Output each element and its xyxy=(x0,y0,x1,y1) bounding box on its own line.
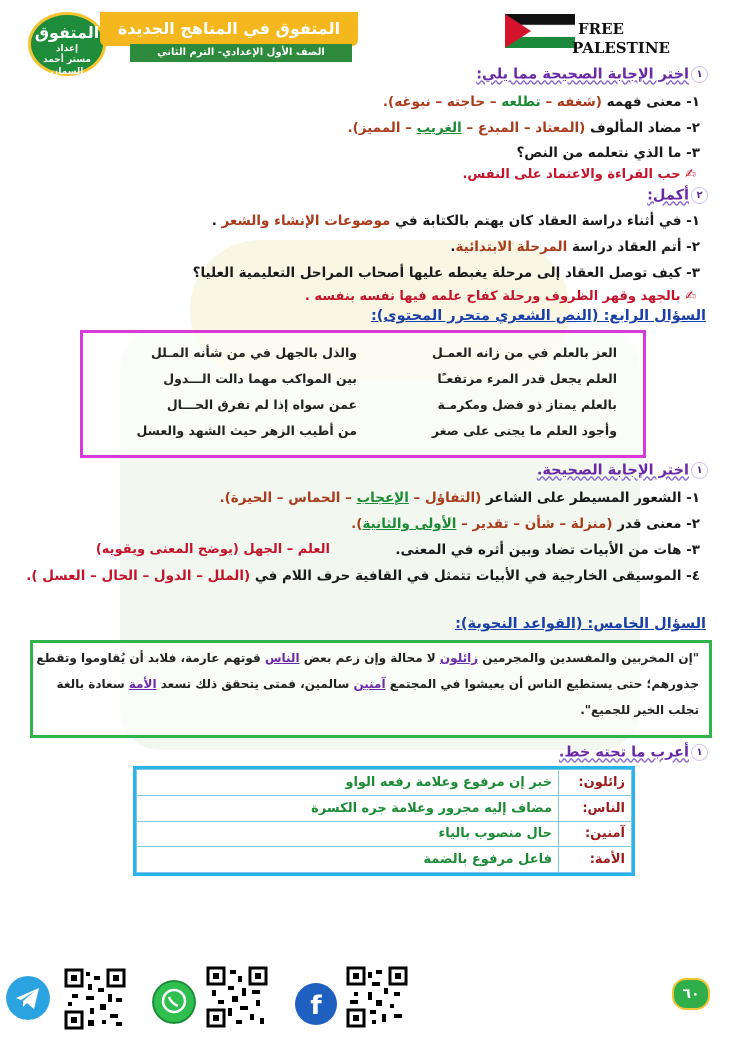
q5-title: السؤال الخامس: (القواعد النحوية): xyxy=(455,616,706,632)
q4-l1-opt-b: الإعجاب xyxy=(356,490,409,506)
q4-l2-sep-2: – xyxy=(508,516,525,532)
q5-sub-heading xyxy=(559,744,708,761)
q1-line-3: ٣- ما الذي نتعلمه من النص؟ xyxy=(516,145,700,161)
q1-l2-opt-c: الغريب xyxy=(416,120,462,136)
logo-title: المتفوق xyxy=(34,23,100,42)
q4-l4-answer: (الملل – الدول – الحال – العسل ). xyxy=(26,568,251,584)
free-line-1: FREE xyxy=(578,20,624,38)
q4-l2-opt-d: الأولى والثانية xyxy=(362,516,457,532)
q1-l2-opt-a: المعتاد xyxy=(535,120,580,136)
q4-title: السؤال الرابع: (النص الشعري متحرر المحتوى): xyxy=(370,308,706,324)
q4-l1-opt-d: الحيرة xyxy=(230,490,273,506)
q1-l1-sep-3: – xyxy=(430,94,447,110)
table-cell-parse: حال منصوب بالياء xyxy=(137,821,559,847)
p2-text-a: جذورهم؛ حتى يستطيع الناس أن يعيشوا في المجتمع xyxy=(385,677,699,691)
q5-heading xyxy=(455,616,706,632)
q5-sub-number: ١ xyxy=(691,744,708,761)
q4-l2-opt-b: شأن xyxy=(524,516,555,532)
q4-l1-sep-3: – xyxy=(272,490,289,506)
svg-text:f: f xyxy=(310,991,322,1021)
q4-l2-sep-3: – xyxy=(456,516,473,532)
p1-text-b: لا محالة وإن زعم بعض xyxy=(299,651,440,665)
poem-box xyxy=(80,330,646,458)
table-row xyxy=(137,795,632,821)
q4-sub-heading xyxy=(537,462,708,479)
q2-line-2 xyxy=(450,239,700,255)
brand-logo xyxy=(28,12,106,76)
paragraph-line-1 xyxy=(36,651,699,665)
qr-code-facebook[interactable] xyxy=(346,966,408,1028)
header-subbanner: الصف الأول الإعدادي- الترم الثاني xyxy=(130,44,352,62)
p2-text-c: سعادة بالغة xyxy=(56,677,129,691)
q4-l2-opt-c: تقدير xyxy=(472,516,509,532)
q4-l4-text: ٤- الموسيقى الخارجية في الأبيات تتمثل في القافية حرف اللام في xyxy=(254,568,700,584)
q4-line-3-answer: العلم – الجهل (يوضح المعنى ويقويه) xyxy=(95,542,330,557)
verse-1-right: العز بالعلم في من زانه العمـل xyxy=(431,345,617,360)
q1-line-3-answer xyxy=(462,167,696,182)
q1-l1-paren-close: ). xyxy=(382,94,395,110)
logo-subtitle-2: مستر أحمد السمان xyxy=(43,55,91,78)
table-row xyxy=(137,821,632,847)
q5-sub-title: أعرب ما تحته خط. xyxy=(558,744,689,761)
q1-l2-sep-1: – xyxy=(519,120,536,136)
q2-title: أكمل: xyxy=(647,187,689,204)
q1-l1-opt-b: تطلعه xyxy=(501,94,541,110)
pencil-icon: ✍ xyxy=(680,289,696,304)
p1-underlined-1: زائلون xyxy=(439,651,479,665)
q1-l1-opt-a: شغفه xyxy=(556,94,596,110)
q2-l2-end: . xyxy=(450,239,456,255)
verse-3-left: عمن سواه إذا لم تفرق الحـــال xyxy=(166,397,357,412)
q1-l2-opt-d: المميز xyxy=(358,120,401,136)
q1-l1-opt-d: نبوغه xyxy=(394,94,431,110)
q1-l2-paren-open: ( xyxy=(579,120,586,136)
q1-l3-answer-text: حب القراءة والاعتماد على النفس. xyxy=(462,167,681,182)
q4-l2-paren-close: ). xyxy=(351,516,363,532)
q4-l1-paren-open: ( xyxy=(475,490,482,506)
q2-l1-text: ١- في أثناء دراسة العقاد كان يهتم بالكتابة في xyxy=(395,213,700,229)
q2-number: ٢ xyxy=(691,187,708,204)
telegram-icon[interactable] xyxy=(6,976,50,1020)
table-cell-word: الناس: xyxy=(559,795,632,821)
parsing-table xyxy=(133,766,635,876)
qr-code-telegram[interactable] xyxy=(64,968,126,1030)
logo-subtitle-1: إعداد xyxy=(55,43,79,54)
q2-l1-end: . xyxy=(211,213,222,229)
q4-l2-prefix: ٢- معنى قدر xyxy=(617,516,700,532)
q1-l1-prefix: ١- معنى فهمه xyxy=(606,94,700,110)
q2-line-3-answer xyxy=(305,289,696,304)
q1-l1-opt-c: حاجته xyxy=(446,94,486,110)
table-cell-word: آمنين: xyxy=(559,821,632,847)
q4-line-3: ٣- هات من الأبيات تضاد وبين أثره في المعنى. xyxy=(395,542,700,558)
q2-l3-answer-text: بالجهد وقهر الظروف ورحلة كفاح علمه فيها نفسه بنفسه . xyxy=(304,289,681,304)
q2-heading xyxy=(647,187,708,204)
free-palestine-text xyxy=(572,20,670,58)
q2-l1-answer: موضوعات الإنشاء والشعر xyxy=(221,213,391,229)
q4-sub-title: اختر الإجابة الصحيحة. xyxy=(536,462,689,479)
p1-text-a: "إن المخربين والمفسدين والمجرمين xyxy=(478,651,699,665)
p2-underlined-1: آمنين xyxy=(353,677,386,691)
q2-line-3: ٣- كيف توصل العقاد إلى مرحلة يغبطه عليها أصحاب المراحل التعليمية العليا؟ xyxy=(192,265,700,281)
q4-line-2 xyxy=(351,516,700,532)
p1-text-c: قوتهم عارمة، فلابد أن يُقاوموا وتقطع xyxy=(36,651,265,665)
qr-code-whatsapp[interactable] xyxy=(206,966,268,1028)
header-banner: المتفوق في المناهج الجديدة xyxy=(100,12,358,46)
q1-l1-sep-2: – xyxy=(485,94,502,110)
free-line-2: PALESTINE xyxy=(572,39,670,57)
table-cell-parse: فاعل مرفوع بالضمة xyxy=(137,847,559,873)
q1-l2-prefix: ٢- مضاد المألوف xyxy=(590,120,700,136)
q1-l1-paren-open: ( xyxy=(595,94,602,110)
q2-line-1 xyxy=(212,213,700,229)
q1-l2-opt-b: المبدع xyxy=(477,120,520,136)
verse-4-right: وأجود العلم ما يجنى على صغر xyxy=(431,423,617,438)
table-cell-word: الأمة: xyxy=(559,847,632,873)
whatsapp-icon[interactable] xyxy=(152,980,196,1024)
verse-2-left: بين المواكب مهما دالت الـــدول xyxy=(163,371,357,386)
q4-l1-opt-c: الحماس xyxy=(288,490,341,506)
q4-l1-sep-1: – xyxy=(408,490,426,506)
table-row xyxy=(137,847,632,873)
q1-heading xyxy=(476,66,708,83)
table-row xyxy=(137,770,632,796)
page-number-badge: ٦٠ xyxy=(672,978,710,1010)
palestine-flag-icon xyxy=(505,14,575,48)
p2-underlined-2: الأمة xyxy=(128,677,157,691)
table-cell-parse: خبر إن مرفوع وعلامة رفعه الواو xyxy=(137,770,559,796)
facebook-icon[interactable] xyxy=(294,982,338,1026)
q4-line-4 xyxy=(26,568,700,584)
grammar-paragraph-box xyxy=(30,640,712,738)
q1-line-1 xyxy=(383,94,700,110)
verse-2-right: العلم يجعل قدر المرء مرتفعـًا xyxy=(437,371,617,386)
q1-l2-sep-3: – xyxy=(400,120,417,136)
paragraph-line-3: تجلب الخير للجميع". xyxy=(580,703,699,717)
q4-line-1 xyxy=(219,490,700,506)
q2-l2-text: ٢- أتم العقاد دراسة xyxy=(571,239,700,255)
q1-line-2 xyxy=(347,120,700,136)
q4-heading xyxy=(371,308,706,324)
table-cell-parse: مضاف إليه مجرور وعلامة جره الكسرة xyxy=(137,795,559,821)
q4-l1-opt-a: التفاؤل xyxy=(425,490,476,506)
verse-4-left: من أطيب الزهر حيث الشهد والعسل xyxy=(136,423,357,438)
verse-1-left: والذل بالجهل في من شأنه المـلل xyxy=(150,345,357,360)
p2-text-b: سالمين، فمتى يتحقق ذلك تسعد xyxy=(156,677,354,691)
q4-l1-sep-2: – xyxy=(340,490,357,506)
pencil-icon: ✍ xyxy=(680,167,696,182)
verse-3-right: بالعلم يمتاز ذو فضل ومكرمـة xyxy=(437,397,617,412)
q1-l2-paren-close: ). xyxy=(347,120,359,136)
q4-sub-number: ١ xyxy=(691,462,708,479)
q1-l2-sep-2: – xyxy=(461,120,478,136)
q1-title: اختر الإجابة الصحيحة مما يلي: xyxy=(476,66,689,83)
q4-l2-paren-open: ( xyxy=(606,516,613,532)
q4-l1-paren-close: ). xyxy=(219,490,231,506)
table-cell-word: زائلون: xyxy=(559,770,632,796)
q1-l1-sep-1: – xyxy=(540,94,557,110)
q2-l2-answer: المرحلة الابتدائية xyxy=(455,239,568,255)
paragraph-line-2 xyxy=(57,677,699,691)
p1-underlined-2: الناس xyxy=(264,651,300,665)
q4-l2-sep-1: – xyxy=(554,516,571,532)
q1-number: ١ xyxy=(691,66,708,83)
q4-l2-opt-a: منزلة xyxy=(570,516,607,532)
q4-l1-prefix: ١- الشعور المسيطر على الشاعر xyxy=(486,490,700,506)
